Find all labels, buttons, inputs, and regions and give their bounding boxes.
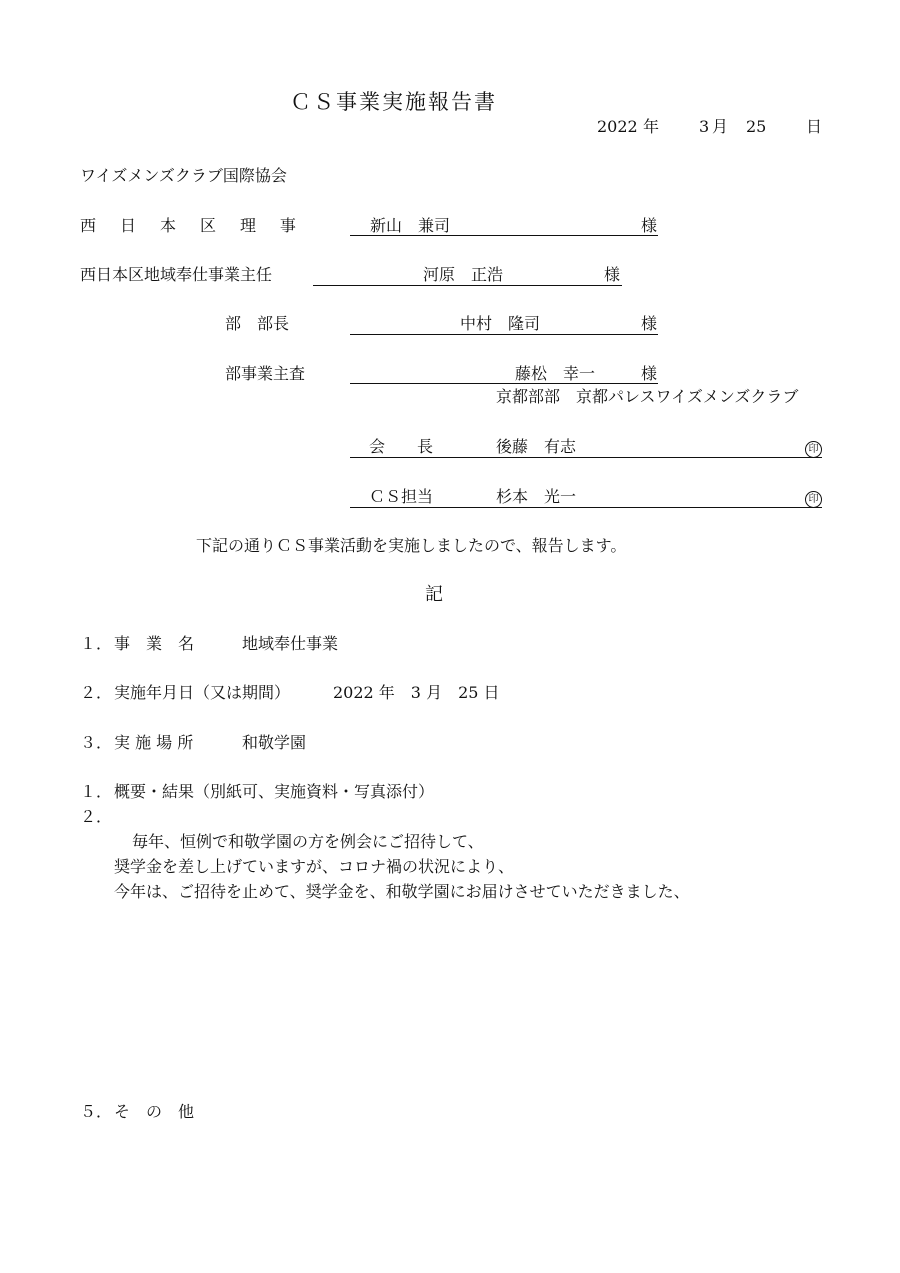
recipient-role: 部事業主査 [225, 364, 306, 383]
recipient-role: 西 日 本 区 理 事 [80, 216, 296, 235]
item-value: 2022 年 3 月 25 日 [333, 683, 500, 702]
item-label: 概要・結果（別紙可、実施資料・写真添付） [114, 782, 435, 801]
summary-line: 毎年、恒例で和敬学園の方を例会にご招待して、 [132, 832, 484, 851]
date-day-unit: 日 [806, 117, 823, 136]
recipient-underline [350, 363, 658, 384]
signer-name: 杉本 光一 [496, 487, 577, 506]
ki-heading: 記 [425, 584, 443, 605]
recipient-name: 藤松 幸一 [515, 364, 596, 383]
signer-name: 後藤 有志 [496, 437, 577, 456]
seal-icon: 印 [805, 441, 822, 458]
recipient-name: 新山 兼司 [370, 216, 451, 235]
item-label: そ の 他 [114, 1102, 195, 1121]
document-title: ＣＳ事業実施報告書 [290, 90, 497, 114]
item-number: １． [80, 634, 113, 653]
item-number: ２． [80, 683, 113, 702]
date-month: 3 [699, 117, 710, 136]
recipient-name: 中村 隆司 [460, 314, 541, 333]
intro-text: 下記の通りＣＳ事業活動を実施しましたので、報告します。 [196, 536, 627, 555]
date-year-unit: 年 [643, 117, 660, 136]
recipient-honorific: 様 [604, 265, 621, 284]
recipient-honorific: 様 [641, 314, 658, 333]
seal-icon: 印 [805, 491, 822, 508]
date-year: 2022 [597, 117, 638, 136]
club-line: 京都部部 京都パレスワイズメンズクラブ [496, 387, 799, 406]
item-number: １． [80, 782, 113, 801]
item-value: 地域奉仕事業 [242, 634, 339, 653]
summary-line: 奨学金を差し上げていますが、コロナ禍の状況により、 [114, 857, 515, 876]
item-label: 実 施 場 所 [114, 733, 194, 752]
seal-mark [805, 437, 822, 458]
summary-line: 今年は、ご招待を止めて、奨学金を、和敬学園にお届けさせていただきました、 [114, 882, 690, 901]
seal-mark [805, 487, 822, 508]
recipient-honorific: 様 [641, 216, 658, 235]
date-day: 25 [746, 117, 767, 136]
signer-role: 会 長 [369, 437, 434, 456]
date-month-unit: 月 [712, 117, 729, 136]
recipient-role: 部 部長 [225, 314, 290, 333]
item-value: 和敬学園 [242, 733, 307, 752]
recipient-role: 西日本区地域奉仕事業主任 [80, 265, 273, 284]
item-number: ３． [80, 733, 113, 752]
item-label: 実施年月日（又は期間） [114, 683, 291, 702]
item-number: ５． [80, 1102, 113, 1121]
addressee: ワイズメンズクラブ国際協会 [80, 166, 287, 185]
recipient-name: 河原 正浩 [423, 265, 504, 284]
item-number: ２． [80, 807, 113, 826]
recipient-honorific: 様 [641, 364, 658, 383]
signer-role: ＣＳ担当 [369, 487, 434, 506]
item-label: 事 業 名 [114, 634, 195, 653]
